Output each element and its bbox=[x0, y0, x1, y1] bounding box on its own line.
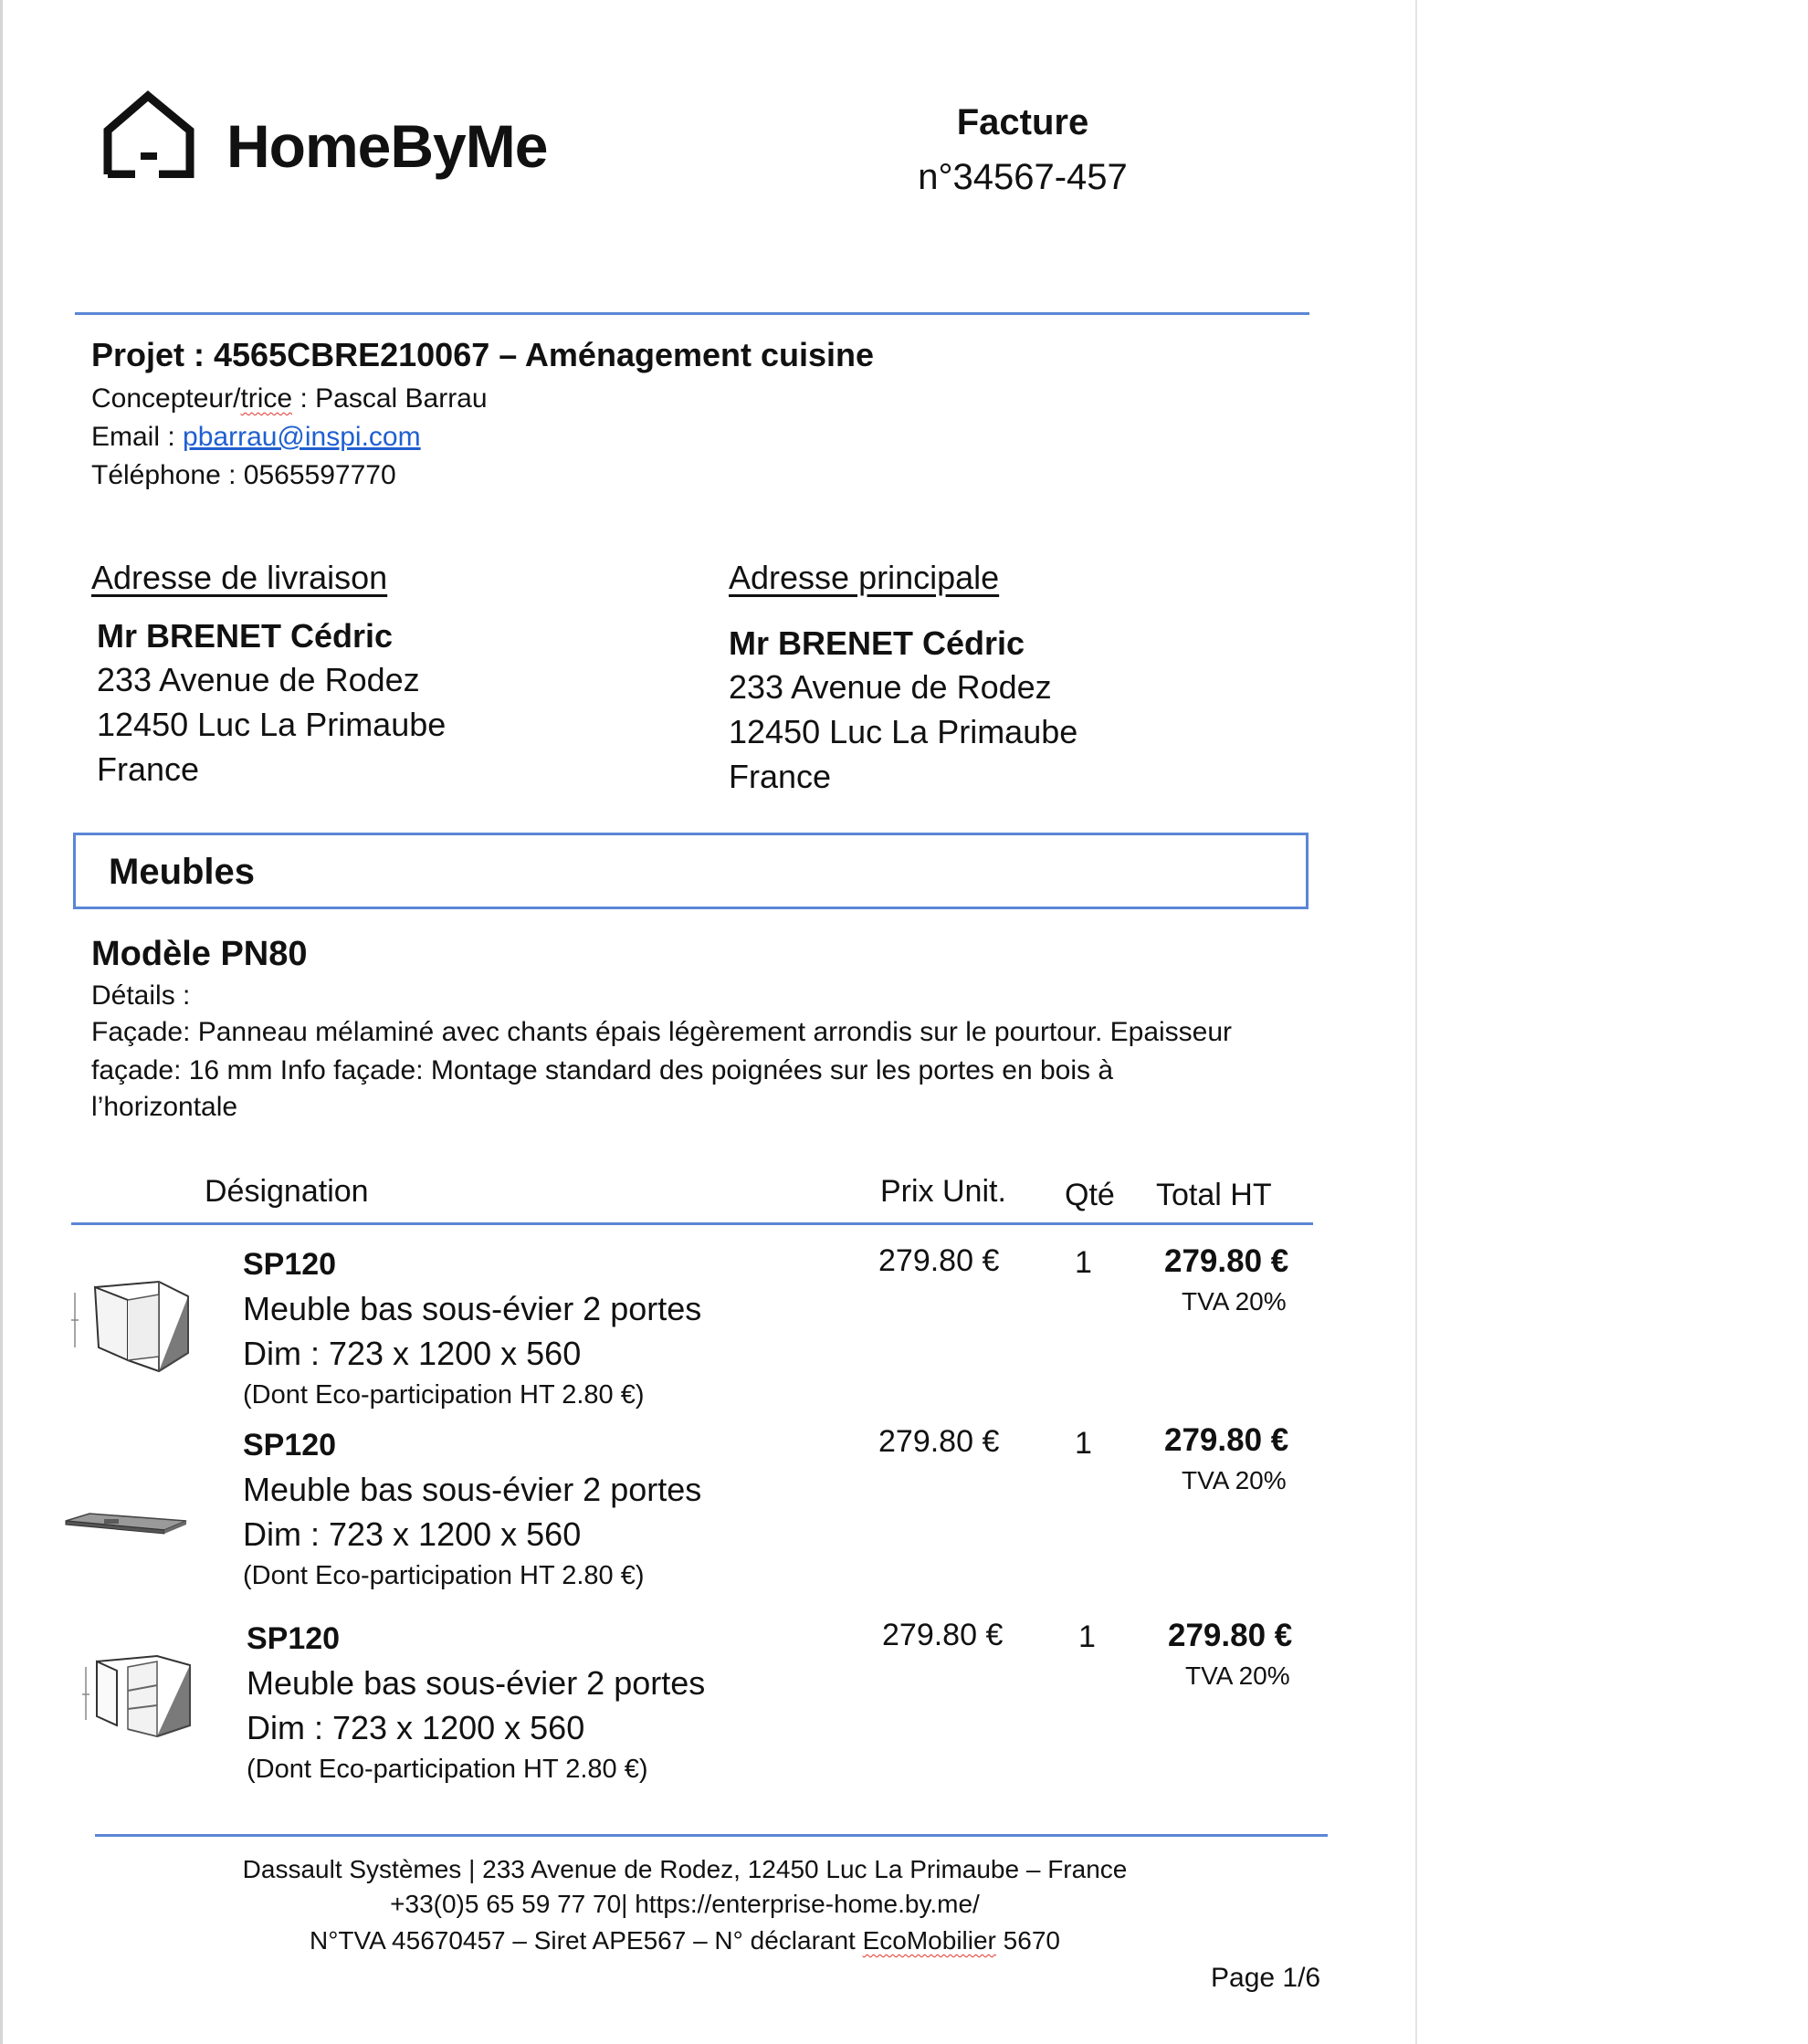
footer-divider bbox=[95, 1834, 1328, 1837]
invoice-number: n°34567-457 bbox=[918, 157, 1128, 197]
footer-legal-start: N°TVA 45670457 – Siret APE567 – N° déclarant bbox=[310, 1926, 863, 1955]
email-link[interactable]: pbarrau@inspi.com bbox=[183, 422, 421, 452]
item-eco-participation: (Dont Eco-participation HT 2.80 €) bbox=[243, 1380, 645, 1410]
details-label: Détails : bbox=[91, 980, 191, 1011]
footer-company: Dassault Systèmes | 233 Avenue de Rodez, 12450 Luc La Primaube – France bbox=[242, 1855, 1128, 1883]
details-line-3: l’horizontale bbox=[91, 1092, 238, 1122]
footer-legal-spellcheck: EcoMobilier bbox=[862, 1926, 996, 1955]
brand-name: HomeByMe bbox=[226, 112, 548, 180]
section-title: Meubles bbox=[109, 852, 256, 892]
item-dimensions: Dim : 723 x 1200 x 560 bbox=[247, 1709, 585, 1746]
item-description: Meuble bas sous-évier 2 portes bbox=[243, 1471, 702, 1508]
item-quantity: 1 bbox=[1075, 1245, 1092, 1280]
delivery-address-street: 233 Avenue de Rodez bbox=[97, 661, 420, 698]
shelf-cabinet-icon bbox=[80, 1649, 192, 1740]
item-unit-price: 279.80 € bbox=[878, 1424, 1000, 1459]
item-quantity: 1 bbox=[1075, 1426, 1092, 1461]
document-title: Facture bbox=[956, 102, 1089, 142]
column-header-unit-price: Prix Unit. bbox=[880, 1174, 1006, 1209]
item-eco-participation: (Dont Eco-participation HT 2.80 €) bbox=[247, 1755, 648, 1784]
base-cabinet-icon bbox=[68, 1269, 190, 1375]
worktop-panel-icon bbox=[64, 1508, 188, 1539]
main-address-name: Mr BRENET Cédric bbox=[729, 624, 1025, 662]
item-reference: SP120 bbox=[247, 1621, 341, 1656]
item-eco-participation: (Dont Eco-participation HT 2.80 €) bbox=[243, 1561, 645, 1590]
page-number: Page 1/6 bbox=[1211, 1963, 1321, 1993]
designer-label-start: Concepteur/ bbox=[91, 383, 241, 414]
item-quantity: 1 bbox=[1078, 1619, 1096, 1654]
item-reference: SP120 bbox=[243, 1247, 337, 1282]
item-unit-price: 279.80 € bbox=[882, 1618, 1004, 1652]
house-logo-icon bbox=[102, 90, 195, 178]
column-header-total: Total HT bbox=[1156, 1178, 1272, 1212]
footer-legal bbox=[160, 1926, 1210, 1955]
main-address-heading: Adresse principale bbox=[729, 559, 1000, 596]
section-header-box bbox=[73, 833, 1309, 909]
table-header-divider bbox=[71, 1222, 1313, 1225]
phone-line: Téléphone : 0565597770 bbox=[91, 460, 396, 490]
item-tva: TVA 20% bbox=[1182, 1287, 1287, 1315]
item-total: 279.80 € bbox=[1164, 1422, 1289, 1458]
item-dimensions: Dim : 723 x 1200 x 560 bbox=[243, 1515, 582, 1553]
delivery-address-heading: Adresse de livraison bbox=[91, 559, 388, 596]
item-total: 279.80 € bbox=[1168, 1618, 1293, 1653]
column-header-designation: Désignation bbox=[205, 1174, 369, 1209]
item-dimensions: Dim : 723 x 1200 x 560 bbox=[243, 1335, 582, 1372]
brand-logo bbox=[102, 88, 547, 181]
item-tva: TVA 20% bbox=[1185, 1661, 1290, 1690]
column-header-qty: Qté bbox=[1065, 1178, 1115, 1212]
item-description: Meuble bas sous-évier 2 portes bbox=[243, 1290, 702, 1327]
item-unit-price: 279.80 € bbox=[878, 1243, 1000, 1278]
delivery-address-country: France bbox=[97, 750, 200, 788]
main-address-city: 12450 Luc La Primaube bbox=[729, 713, 1078, 750]
email-label: Email : bbox=[91, 422, 184, 452]
delivery-address-name: Mr BRENET Cédric bbox=[97, 617, 394, 655]
details-line-1: Façade: Panneau mélaminé avec chants épais légèrement arrondis sur le pourtour. Epaisseur bbox=[91, 1017, 1233, 1047]
page-edge bbox=[0, 0, 3, 2044]
delivery-address-city: 12450 Luc La Primaube bbox=[97, 706, 447, 743]
designer-name: : Pascal Barrau bbox=[292, 383, 488, 414]
main-address-country: France bbox=[729, 758, 832, 795]
designer-label-spellcheck: trice bbox=[240, 383, 293, 414]
item-reference: SP120 bbox=[243, 1428, 337, 1462]
item-total: 279.80 € bbox=[1164, 1243, 1289, 1279]
footer-contact: +33(0)5 65 59 77 70| https://enterprise-home.by.me/ bbox=[390, 1890, 980, 1918]
footer-legal-end: 5670 bbox=[995, 1926, 1060, 1955]
project-title: Projet : 4565CBRE210067 – Aménagement cuisine bbox=[91, 336, 875, 373]
email-line bbox=[91, 422, 421, 453]
model-title: Modèle PN80 bbox=[91, 935, 308, 973]
page-margin-area bbox=[1415, 0, 1808, 2044]
header-divider bbox=[75, 312, 1309, 315]
item-tva: TVA 20% bbox=[1182, 1466, 1287, 1494]
item-description: Meuble bas sous-évier 2 portes bbox=[247, 1664, 706, 1702]
designer-line bbox=[91, 383, 488, 414]
details-line-2: façade: 16 mm Info façade: Montage standard des poignées sur les portes en bois à bbox=[91, 1055, 1114, 1085]
main-address-street: 233 Avenue de Rodez bbox=[729, 668, 1052, 706]
